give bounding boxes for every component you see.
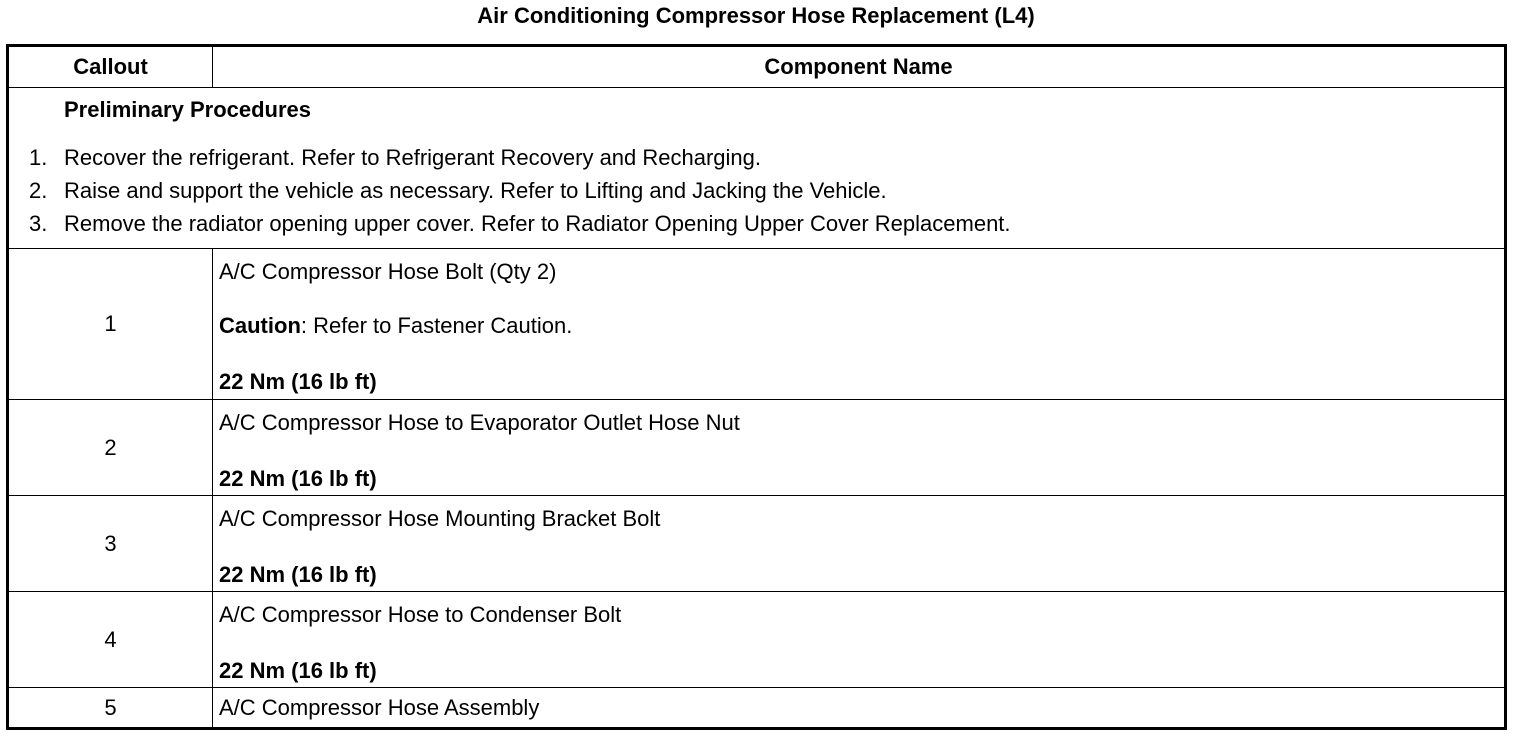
component-cell (213, 592, 1506, 688)
table-row (8, 496, 1506, 592)
component-cell (213, 400, 1506, 496)
callout-cell: 1 (8, 249, 213, 400)
caution-note (219, 313, 1504, 339)
table-row (8, 592, 1506, 688)
callout-cell: 5 (8, 688, 213, 729)
torque-spec: 22 Nm (16 lb ft) (219, 562, 377, 587)
caution-label: Caution (219, 313, 301, 338)
component-cell (213, 249, 1506, 400)
component-name: A/C Compressor Hose Assembly (219, 694, 540, 720)
preliminary-row (8, 88, 1506, 249)
header-row (8, 46, 1506, 88)
document-title: Air Conditioning Compressor Hose Replacement (L4) (477, 3, 1035, 28)
component-name: A/C Compressor Hose to Condenser Bolt (219, 602, 622, 627)
component-name: A/C Compressor Hose Mounting Bracket Bolt (219, 506, 661, 531)
callout-cell: 3 (8, 496, 213, 592)
component-name: A/C Compressor Hose Bolt (Qty 2) (219, 259, 557, 284)
component-cell (213, 496, 1506, 592)
callout-cell: 4 (8, 592, 213, 688)
preliminary-heading: Preliminary Procedures (64, 97, 312, 122)
preliminary-step (9, 141, 1504, 174)
table-row (8, 249, 1506, 400)
step-text: Remove the radiator opening upper cover. Refer to Radiator Opening Upper Cover Replacement. (64, 211, 1011, 236)
table-row (8, 400, 1506, 496)
component-name: A/C Compressor Hose to Evaporator Outlet Hose Nut (219, 410, 740, 435)
caution-text: : Refer to Fastener Caution. (300, 313, 573, 338)
torque-spec: 22 Nm (16 lb ft) (219, 658, 377, 683)
callout-header: Callout (8, 46, 213, 88)
step-text: Recover the refrigerant. Refer to Refrigerant Recovery and Recharging. (64, 145, 762, 170)
component-name-header: Component Name (213, 46, 1506, 88)
step-number: 3. (29, 211, 48, 236)
step-number: 1. (29, 145, 48, 170)
table-row (8, 688, 1506, 729)
preliminary-steps (9, 141, 1504, 240)
preliminary-step (9, 174, 1504, 207)
callout-cell: 2 (8, 400, 213, 496)
procedure-table (6, 44, 1507, 730)
component-cell (213, 688, 1506, 729)
preliminary-step (9, 207, 1504, 240)
step-number: 2. (29, 178, 48, 203)
preliminary-procedures (8, 88, 1506, 249)
step-text: Raise and support the vehicle as necessary. Refer to Lifting and Jacking the Vehicle. (64, 178, 887, 203)
torque-spec: 22 Nm (16 lb ft) (219, 466, 377, 491)
torque-spec: 22 Nm (16 lb ft) (219, 369, 377, 394)
